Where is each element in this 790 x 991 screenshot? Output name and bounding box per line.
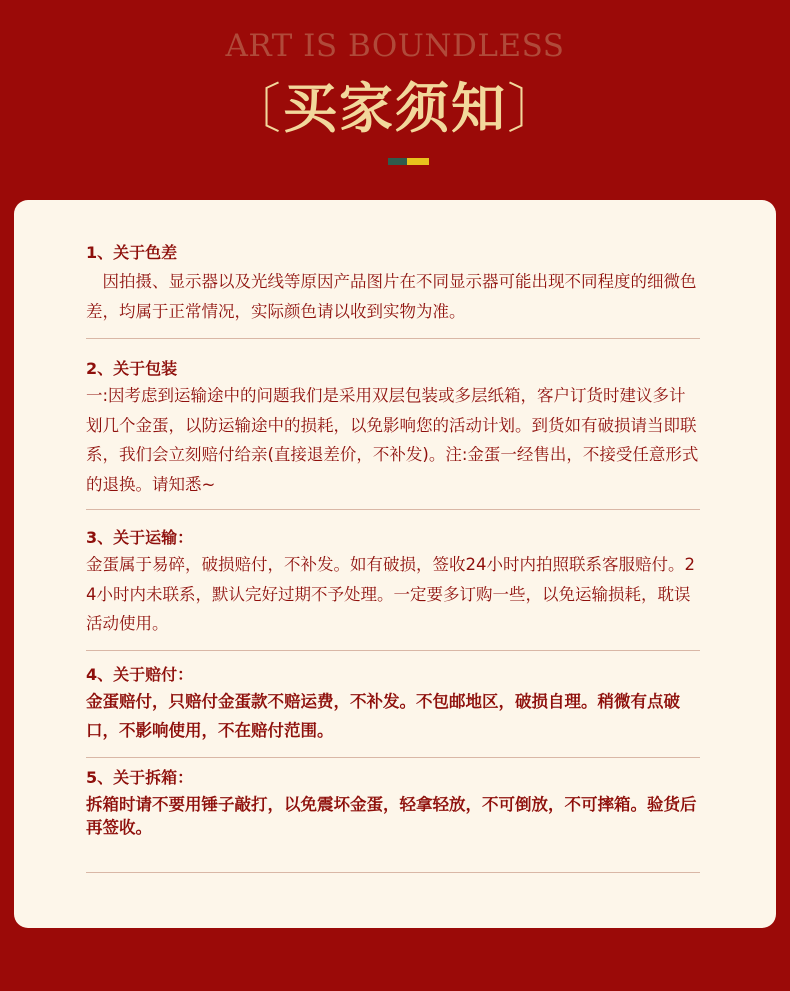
- notice-card: [14, 200, 776, 928]
- section-heading: 5、关于拆箱：: [86, 767, 194, 787]
- divider: [86, 872, 700, 873]
- title-accent-bar: [388, 158, 429, 165]
- section-color-difference: [86, 238, 700, 326]
- section-body: 因拍摄、显示器以及光线等原因产品图片在不同显示器可能出现不同程度的细微色差，均属于正常情况，实际颜色请以收到实物为准。: [86, 272, 697, 321]
- section-compensation: [86, 651, 700, 746]
- section-heading: 3、关于运输：: [86, 528, 194, 547]
- section-body: 一:因考虑到运输途中的问题我们是采用双层包装或多层纸箱，客户订货时建议多计划几个金蛋，以防运输途中的损耗，以免影响您的活动计划。到货如有破损请当即联系，我们会立刻赔付给亲(直接退差价，不补发)。注:金蛋一经售出，不接受任意形式的退换。请知悉~: [86, 386, 699, 494]
- section-heading: 1、关于色差: [86, 243, 178, 262]
- header: [0, 0, 790, 190]
- accent-yellow: [407, 158, 429, 165]
- title-bracket-left: 〔: [227, 77, 283, 140]
- accent-green: [388, 158, 407, 165]
- header-subtitle: ART IS BOUNDLESS: [225, 28, 565, 64]
- section-unboxing: [86, 758, 700, 839]
- section-packaging: [86, 339, 700, 499]
- title-bracket-right: 〕: [507, 77, 563, 140]
- section-heading: 4、关于赔付：: [86, 664, 194, 684]
- page-title: [0, 66, 790, 143]
- section-body: 金蛋赔付，只赔付金蛋款不赔运费，不补发。不包邮地区，破损自理。稍微有点破口，不影响使用，不在赔付范围。: [86, 691, 680, 740]
- notice-content: [86, 238, 700, 873]
- title-text: 买家须知: [283, 76, 507, 140]
- section-body: 金蛋属于易碎，破损赔付，不补发。如有破损，签收24小时内拍照联系客服赔付。24小时内未联系，默认完好过期不予处理。一定要多订购一些，以免运输损耗，耽误活动使用。: [86, 555, 695, 633]
- section-body: 拆箱时请不要用锤子敲打，以免震坏金蛋，轻拿轻放，不可倒放，不可摔箱。验货后再签收。: [86, 794, 697, 837]
- section-shipping: [86, 510, 700, 639]
- section-heading: 2、关于包装: [86, 359, 178, 378]
